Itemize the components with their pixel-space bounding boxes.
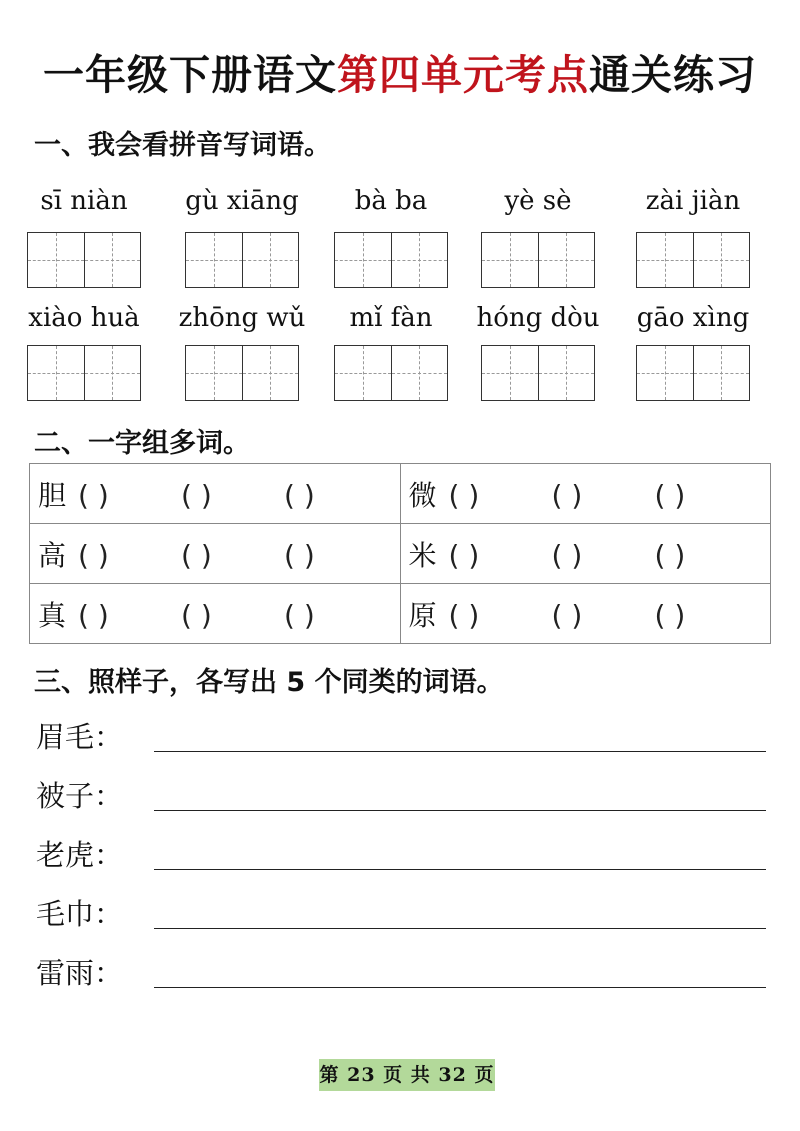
write-row xyxy=(36,715,766,755)
pinyin-item xyxy=(326,301,456,401)
answer-slot[interactable]: ( ) xyxy=(551,478,583,512)
answer-slot[interactable]: ( ) xyxy=(551,538,583,572)
pinyin-item xyxy=(177,184,307,288)
base-char: 原 xyxy=(408,598,437,632)
tianzi-grid[interactable] xyxy=(185,345,299,401)
word-cell[interactable] xyxy=(30,584,401,644)
write-label: 眉毛： xyxy=(36,720,124,754)
word-cell[interactable] xyxy=(30,464,401,524)
title-part-2: 第四单元考点 xyxy=(337,51,589,99)
answer-slot[interactable]: ( ) xyxy=(78,478,109,512)
pinyin-label: xiào huà xyxy=(28,303,140,333)
answer-line[interactable] xyxy=(154,869,766,870)
answer-slot[interactable]: ( ) xyxy=(78,538,109,572)
answer-line[interactable] xyxy=(154,810,766,811)
answer-slot[interactable]: ( ) xyxy=(181,538,212,572)
pinyin-item xyxy=(473,301,603,401)
pinyin-item xyxy=(19,301,149,401)
base-char: 微 xyxy=(408,478,437,512)
answer-slot[interactable]: ( ) xyxy=(181,598,212,632)
pinyin-label: zài jiàn xyxy=(645,186,741,216)
pinyin-item xyxy=(628,184,758,288)
tianzi-grid[interactable] xyxy=(334,232,448,288)
word-cell[interactable] xyxy=(400,584,771,644)
answer-slot[interactable]: ( ) xyxy=(654,598,686,632)
table-row xyxy=(30,584,771,644)
answer-slot[interactable]: ( ) xyxy=(654,538,686,572)
write-label: 被子： xyxy=(36,779,124,813)
write-label: 毛巾： xyxy=(36,897,124,931)
base-char: 真 xyxy=(38,598,67,632)
answer-slot[interactable]: ( ) xyxy=(448,538,480,572)
write-row xyxy=(36,892,766,932)
pinyin-item xyxy=(19,184,149,288)
pinyin-item xyxy=(628,301,758,401)
answer-slot[interactable]: ( ) xyxy=(654,478,686,512)
pinyin-label: hóng dòu xyxy=(476,303,600,333)
pinyin-label: bà ba xyxy=(354,186,428,216)
write-label: 雷雨： xyxy=(36,956,124,990)
base-char: 高 xyxy=(38,538,67,572)
title-part-1: 一年级下册语文 xyxy=(43,51,337,99)
table-row xyxy=(30,524,771,584)
tianzi-grid[interactable] xyxy=(27,232,141,288)
answer-slot[interactable]: ( ) xyxy=(448,478,480,512)
answer-slot[interactable]: ( ) xyxy=(551,598,583,632)
page-title xyxy=(0,42,800,101)
pinyin-label: gù xiāng xyxy=(185,186,299,216)
tianzi-grid[interactable] xyxy=(334,345,448,401)
pinyin-item xyxy=(177,301,307,401)
write-row xyxy=(36,774,766,814)
answer-slot[interactable]: ( ) xyxy=(284,598,315,632)
word-building-table xyxy=(29,463,771,644)
write-row xyxy=(36,833,766,873)
pinyin-label: mǐ fàn xyxy=(349,303,433,333)
pinyin-item xyxy=(326,184,456,288)
tianzi-grid[interactable] xyxy=(481,232,595,288)
base-char: 胆 xyxy=(38,478,67,512)
section-1-heading: 一、我会看拼音写词语。 xyxy=(34,130,331,161)
word-cell[interactable] xyxy=(400,464,771,524)
title-part-3: 通关练习 xyxy=(589,51,757,99)
base-char: 米 xyxy=(408,538,437,572)
section-3-heading: 三、照样子，各写出 5 个同类的词语。 xyxy=(34,667,504,698)
answer-slot[interactable]: ( ) xyxy=(284,538,315,572)
answer-line[interactable] xyxy=(154,987,766,988)
answer-line[interactable] xyxy=(154,928,766,929)
section-2-heading: 二、一字组多词。 xyxy=(34,428,250,459)
answer-slot[interactable]: ( ) xyxy=(181,478,212,512)
word-cell[interactable] xyxy=(30,524,401,584)
tianzi-grid[interactable] xyxy=(636,232,750,288)
answer-slot[interactable]: ( ) xyxy=(78,598,109,632)
table-row xyxy=(30,464,771,524)
tianzi-grid[interactable] xyxy=(481,345,595,401)
write-row xyxy=(36,951,766,991)
tianzi-grid[interactable] xyxy=(185,232,299,288)
pinyin-label: sī niàn xyxy=(40,186,128,216)
pinyin-label: yè sè xyxy=(504,186,572,216)
word-cell[interactable] xyxy=(400,524,771,584)
page-number-badge: 第 23 页 共 32 页 xyxy=(319,1059,495,1091)
pinyin-item xyxy=(473,184,603,288)
tianzi-grid[interactable] xyxy=(636,345,750,401)
pinyin-label: gāo xìng xyxy=(636,303,750,333)
tianzi-grid[interactable] xyxy=(27,345,141,401)
answer-line[interactable] xyxy=(154,751,766,752)
answer-slot[interactable]: ( ) xyxy=(284,478,315,512)
pinyin-label: zhōng wǔ xyxy=(178,303,306,333)
answer-slot[interactable]: ( ) xyxy=(448,598,480,632)
write-label: 老虎： xyxy=(36,838,124,872)
